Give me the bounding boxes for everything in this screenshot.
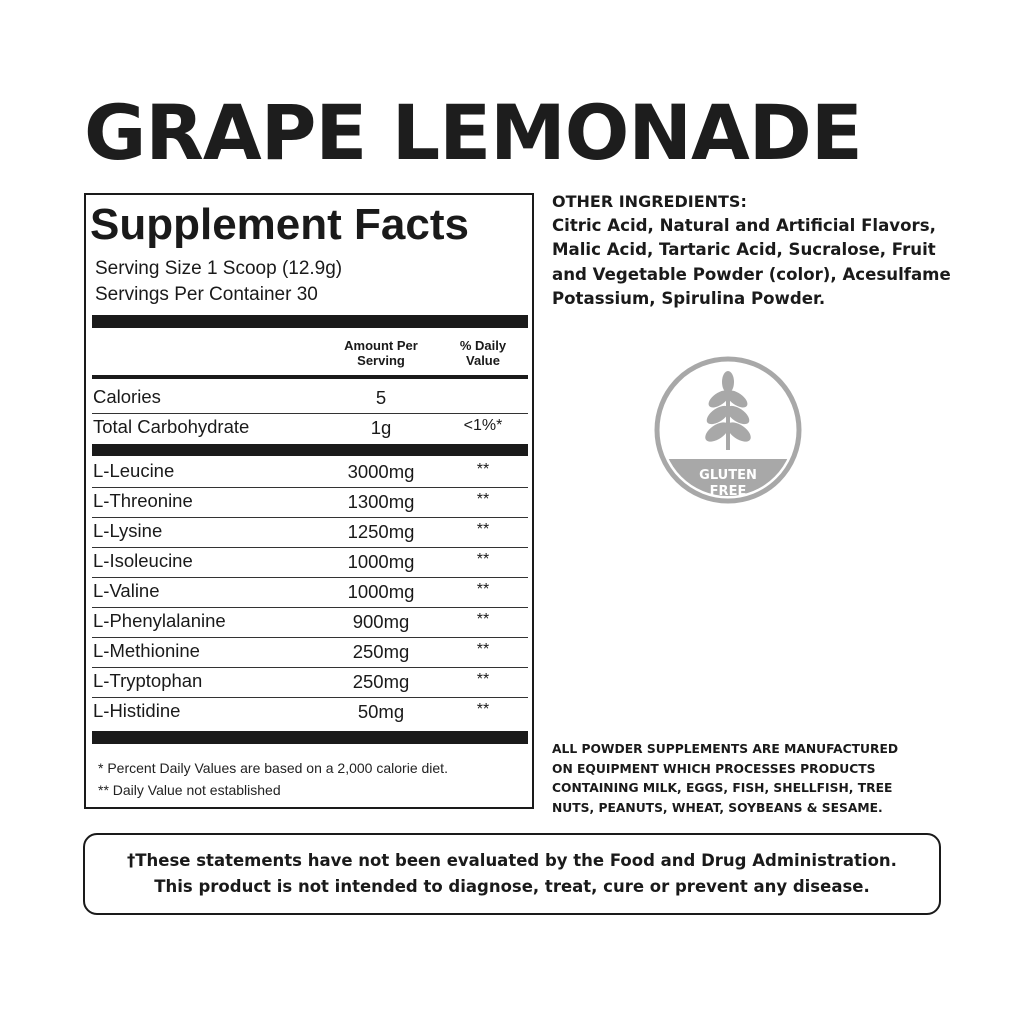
nutrient-amount: 3000mg [347,461,415,482]
facts-row [92,488,528,518]
col-header-amount-line2: Serving [357,353,405,368]
other-ingredients-heading: OTHER INGREDIENTS: [552,192,747,211]
nutrient-name: L-Tryptophan [93,670,203,691]
wheat-icon [702,371,754,450]
thick-divider [92,444,528,456]
facts-row [92,698,528,728]
nutrient-dv: <1%* [463,417,503,434]
nutrient-name: Calories [93,386,161,407]
nutrient-name: L-Lysine [93,520,163,541]
thick-divider [92,731,528,744]
nutrient-name: L-Threonine [93,490,193,511]
nutrient-dv: ** [476,641,490,658]
nutrient-name: L-Phenylalanine [93,610,226,631]
nutrient-amount: 900mg [352,611,410,632]
nutrient-name: L-Methionine [93,640,200,661]
col-header-dv-line2: Value [466,353,500,368]
nutrient-dv: ** [476,701,490,718]
nutrient-name: L-Leucine [93,460,175,481]
nutrient-name: L-Valine [93,580,160,601]
nutrient-amount: 50mg [357,701,405,722]
fda-disclaimer-line1: †These statements have not been evaluated by the Food and Drug Administration. [127,851,897,870]
facts-row [92,548,528,578]
facts-row [92,668,528,698]
servings-per-container: Servings Per Container 30 [95,284,318,305]
nutrient-amount: 1250mg [347,521,415,542]
serving-size: Serving Size 1 Scoop (12.9g) [95,258,343,279]
nutrient-dv: ** [476,611,490,628]
nutrient-dv: ** [476,521,490,538]
nutrient-amount: 1000mg [347,581,415,602]
nutrient-amount: 1300mg [347,491,415,512]
allergen-statement: ALL POWDER SUPPLEMENTS ARE MANUFACTURED ON EQUIPMENT WHICH PROCESSES PRODUCTS CONTAINING MILK, EGGS, FISH, SHELLFISH, TREE NUTS, PEANUTS, WHEAT, SOYBEANS & SESAME. [552,742,899,815]
nutrient-name: L-Histidine [93,700,181,721]
nutrient-dv: ** [476,551,490,568]
nutrient-name: Total Carbohydrate [93,416,250,437]
nutrient-amount: 250mg [352,671,410,692]
facts-row [92,384,528,414]
nutrient-dv: ** [476,581,490,598]
nutrient-name: L-Isoleucine [93,550,193,571]
nutrient-amount: 5 [375,387,387,408]
nutrient-dv: ** [476,491,490,508]
col-header-dv [438,338,528,368]
nutrient-dv: ** [476,461,490,478]
col-header-amount [326,338,436,368]
gluten-free-badge [653,355,803,505]
medium-divider [92,375,528,379]
other-ingredients-text: Citric Acid, Natural and Artificial Flavors, Malic Acid, Tartaric Acid, Sucralose, Fruit and Vegetable Powder (color), Acesulfame Potassium, Spirulina Powder. [552,216,951,308]
supplement-facts-panel [84,193,534,809]
facts-title: Supplement Facts [90,200,469,249]
fda-disclaimer-line2: This product is not intended to diagnose, treat, cure or prevent any disease. [154,877,870,896]
thick-divider [92,315,528,328]
facts-row [92,578,528,608]
flavor-title: GRAPE LEMONADE [84,88,862,177]
footnote-daily-values: * Percent Daily Values are based on a 2,000 calorie diet. [98,760,448,776]
gluten-free-badge-graphic [653,355,803,505]
nutrient-dv: ** [476,671,490,688]
facts-row [92,414,528,444]
footnote-not-established: ** Daily Value not established [98,782,281,798]
nutrient-amount: 1g [370,417,392,438]
nutrient-amount: 1000mg [347,551,415,572]
facts-row [92,518,528,548]
facts-row [92,638,528,668]
badge-text-line2: FREE [709,484,747,499]
nutrient-amount: 250mg [352,641,410,662]
col-header-amount-line1: Amount Per [344,338,418,353]
badge-text-line1: GLUTEN [699,468,757,483]
fda-disclaimer-box [83,833,941,915]
facts-row [92,458,528,488]
facts-row [92,608,528,638]
col-header-dv-line1: % Daily [459,338,507,353]
